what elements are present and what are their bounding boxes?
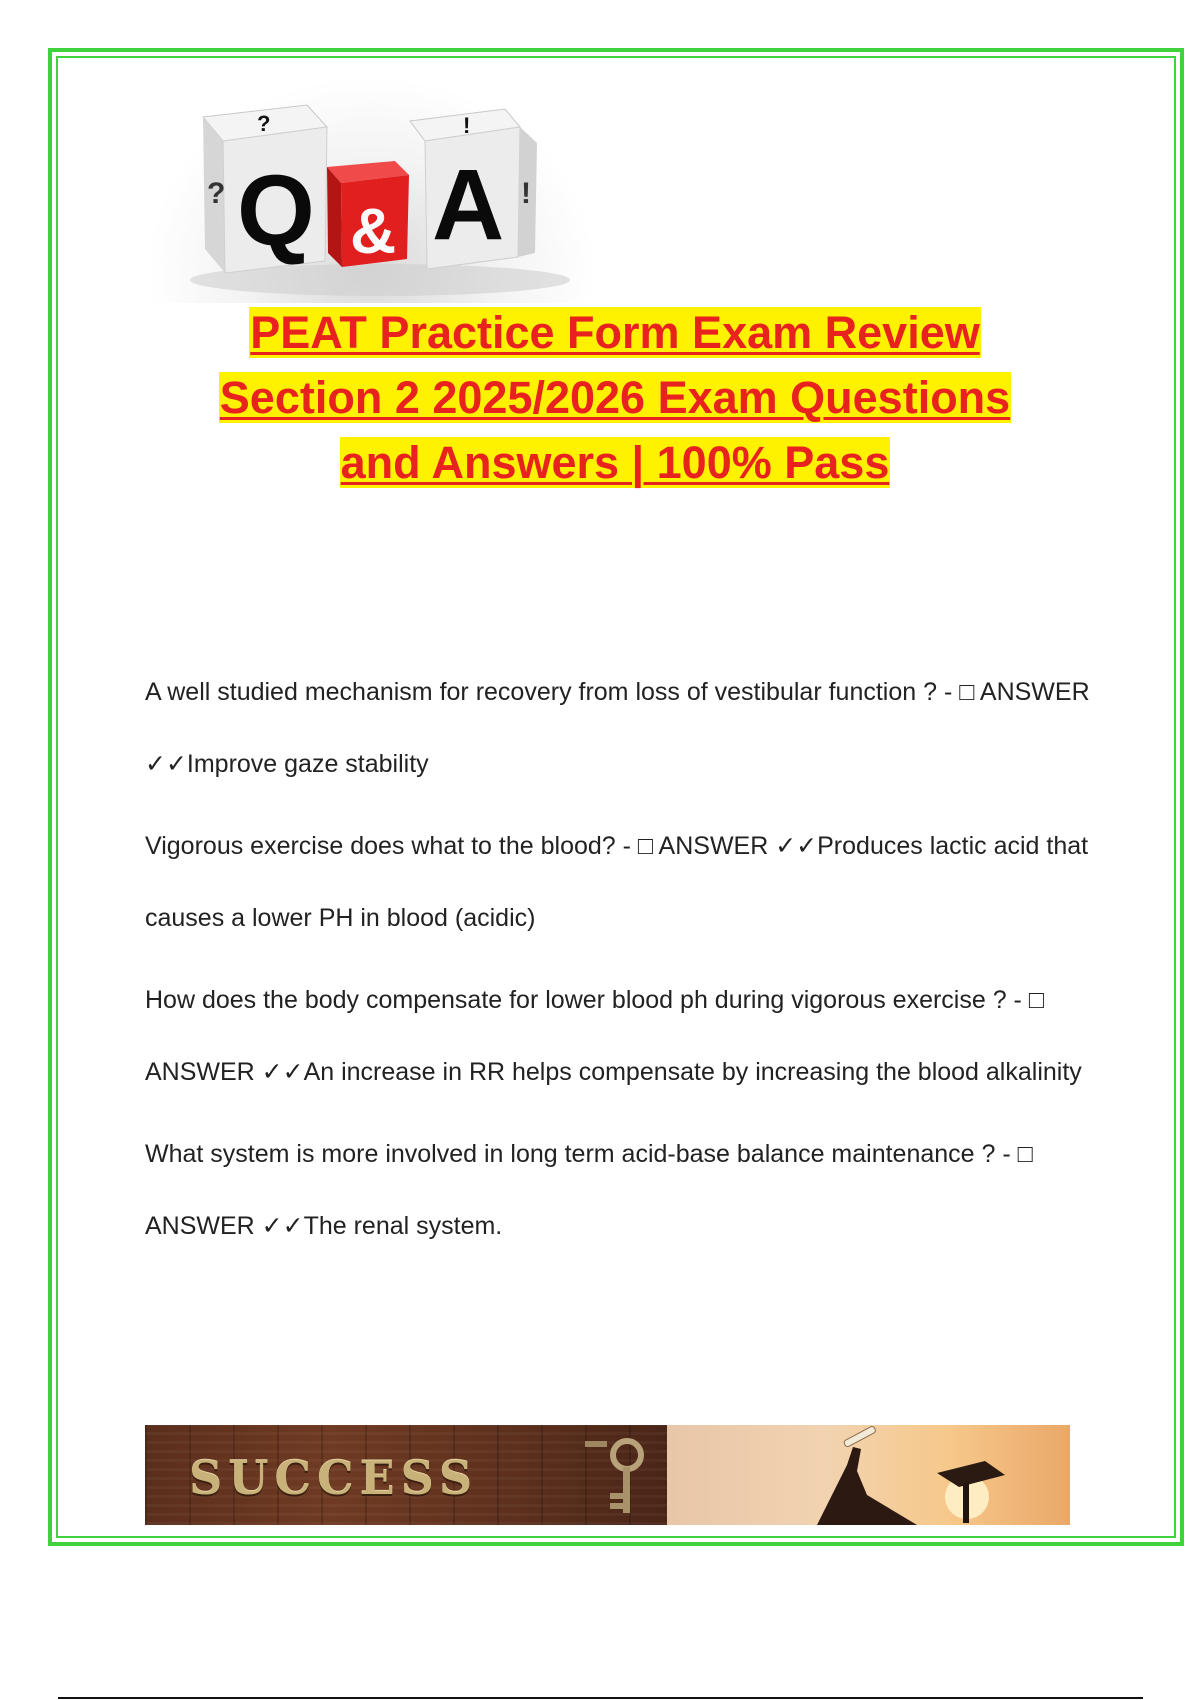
- success-banner: [145, 1425, 1070, 1525]
- qa-item: How does the body compensate for lower blood ph during vigorous exercise ? - □ ANSWER ✓✓An increase in RR helps compensate by increasing the blood alkalinity: [145, 986, 1082, 1086]
- banner-success-word: SUCCESS: [189, 1451, 479, 1505]
- qa-item: A well studied mechanism for recovery from loss of vestibular function ? - □ ANSWER ✓✓Improve gaze stability: [145, 678, 1090, 778]
- die-q-letter: Q: [237, 155, 315, 267]
- banner-graduate-panel: [667, 1425, 1070, 1525]
- svg-text:?: ?: [207, 177, 226, 210]
- die-q-mark: ?: [257, 111, 271, 136]
- page-bottom-rule: [58, 1697, 1143, 1699]
- key-icon: [565, 1433, 655, 1519]
- die-ampersand: [327, 161, 409, 267]
- die-ampersand-symbol: &: [350, 195, 397, 267]
- title-line-1: PEAT Practice Form Exam Review: [250, 307, 980, 358]
- banner-wood-panel: [145, 1425, 667, 1525]
- svg-text:!: !: [521, 177, 531, 210]
- qa-dice-logo: [145, 75, 597, 303]
- die-q: [203, 105, 327, 273]
- die-a-letter: A: [432, 149, 505, 261]
- die-a-mark: !: [463, 113, 471, 138]
- title-line-2: Section 2 2025/2026 Exam Questions: [219, 372, 1011, 423]
- die-a: [410, 109, 537, 269]
- qa-item: What system is more involved in long term acid-base balance maintenance ? - □ ANSWER ✓✓The renal system.: [145, 1140, 1033, 1240]
- document-title: [150, 300, 1080, 495]
- qa-item: Vigorous exercise does what to the blood? - □ ANSWER ✓✓Produces lactic acid that causes a lower PH in blood (acidic): [145, 832, 1089, 932]
- title-line-3: and Answers | 100% Pass: [340, 437, 890, 488]
- qa-list: [145, 656, 1090, 1272]
